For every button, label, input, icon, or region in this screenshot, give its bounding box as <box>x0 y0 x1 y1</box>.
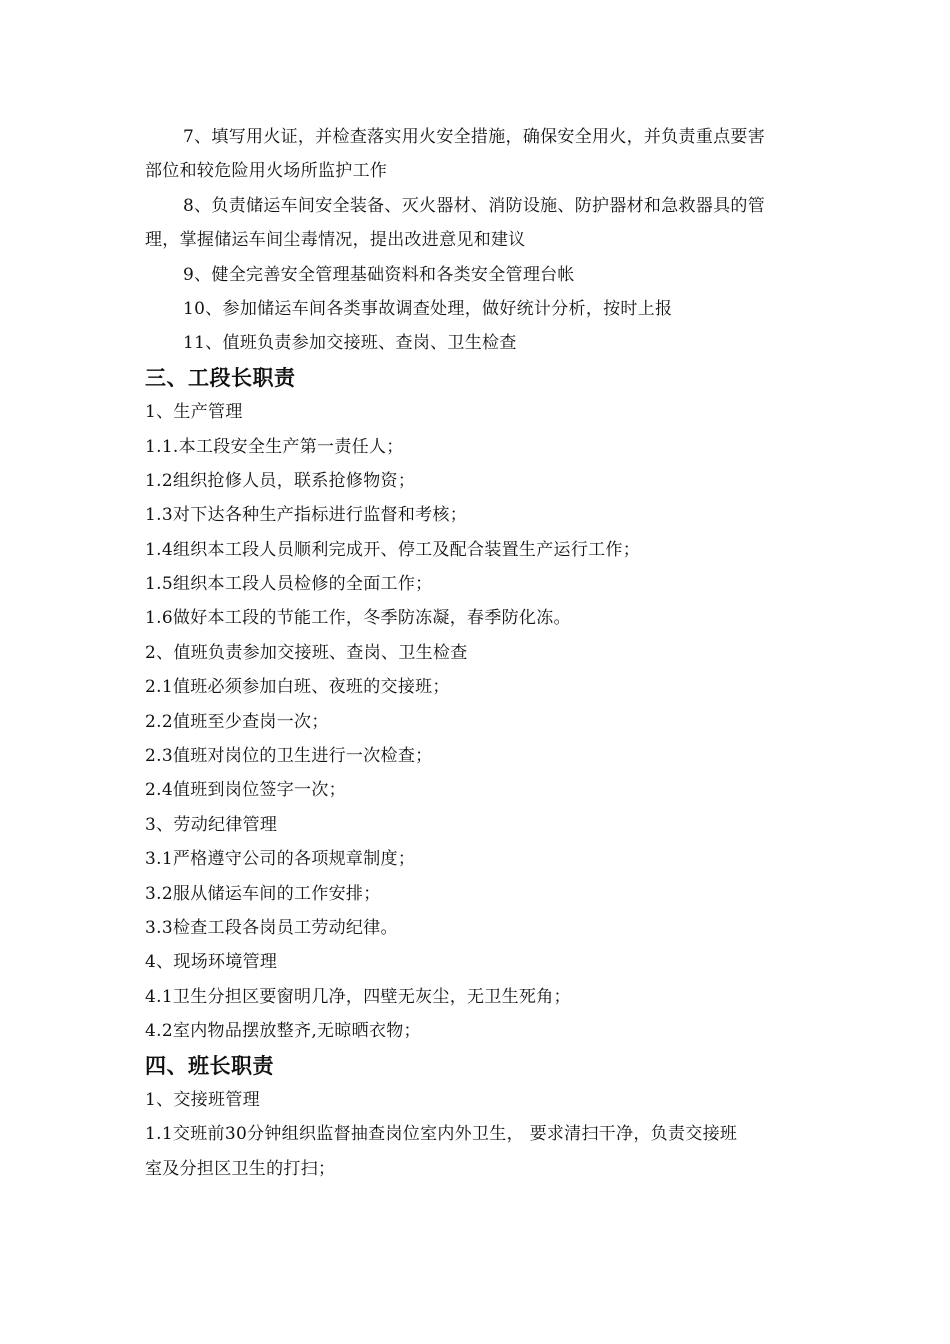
list-item: 3.3检查工段各岗员工劳动纪律。 <box>145 917 398 938</box>
list-item: 2.2值班至少查岗一次； <box>145 711 329 732</box>
list-item: 4、现场环境管理 <box>145 952 278 973</box>
list-item: 2.1值班必须参加白班、夜班的交接班； <box>145 677 450 698</box>
list-item: 2.3值班对岗位的卫生进行一次检查； <box>145 746 433 767</box>
paragraph-line: 10、参加储运车间各类事故调查处理，做好统计分析，按时上报 <box>183 298 673 319</box>
section-heading: 四、班长职责 <box>145 1053 274 1078</box>
list-item: 2、值班负责参加交接班、查岗、卫生检查 <box>145 642 468 663</box>
list-item: 1.5组织本工段人员检修的全面工作； <box>145 574 433 595</box>
list-item: 1.3对下达各种生产指标进行监督和考核； <box>145 505 468 526</box>
list-item: 4.1卫生分担区要窗明几净，四壁无灰尘，无卫生死角； <box>145 986 571 1007</box>
list-item: 1、生产管理 <box>145 402 243 423</box>
paragraph-line: 7、填写用火证，并检查落实用火安全措施，确保安全用火，并负责重点要害 <box>183 127 766 147</box>
list-item: 3.1严格遵守公司的各项规章制度； <box>145 849 416 870</box>
document-body <box>145 120 810 1186</box>
list-item: 3.2服从储运车间的工作安排； <box>145 883 381 904</box>
list-item: 室及分担区卫生的打扫； <box>145 1158 336 1179</box>
paragraph-line: 11、值班负责参加交接班、查岗、卫生检查 <box>183 333 517 354</box>
list-item: 1.4组织本工段人员顺利完成开、停工及配合装置生产运行工作； <box>145 539 641 560</box>
paragraph-line: 8、负责储运车间安全装备、灭火器材、消防设施、防护器材和急救器具的管 <box>183 195 766 216</box>
list-item: 4.2室内物品摆放整齐,无晾晒衣物； <box>145 1021 421 1042</box>
paragraph-line: 9、健全完善安全管理基础资料和各类安全管理台帐 <box>183 264 575 285</box>
paragraph-line: 理，掌握储运车间尘毒情况，提出改进意见和建议 <box>145 230 526 251</box>
list-item: 3、劳动纪律管理 <box>145 814 278 835</box>
list-item: 1.1交班前30分钟组织监督抽查岗位室内外卫生， 要求清扫干净，负责交接班 <box>145 1124 738 1145</box>
list-item: 1.1.本工段安全生产第一责任人； <box>145 436 404 457</box>
paragraph-line: 部位和较危险用火场所监护工作 <box>145 161 388 182</box>
list-item: 2.4值班到岗位签字一次； <box>145 780 346 801</box>
list-item: 1.6做好本工段的节能工作，冬季防冻凝，春季防化冻。 <box>145 608 571 629</box>
list-item: 1.2组织抢修人员，联系抢修物资； <box>145 470 416 491</box>
list-item: 1、交接班管理 <box>145 1089 260 1110</box>
section-heading: 三、工段长职责 <box>145 365 296 390</box>
